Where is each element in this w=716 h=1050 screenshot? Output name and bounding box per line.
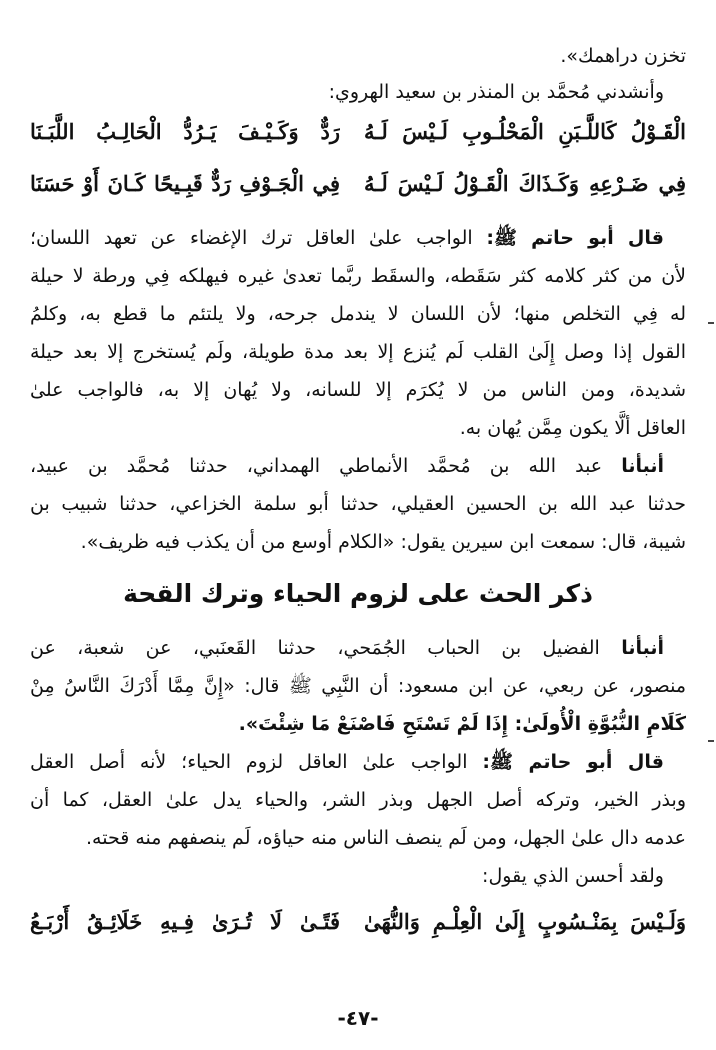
paragraph-lead: أنبأنا <box>621 455 664 477</box>
page-number: -٤٧- <box>337 1006 379 1030</box>
text-line-12: شيبة، قال: سمعت ابن سيرين يقول: «الكلام أوسع من أن يكذب فيه ظريف». <box>80 531 686 553</box>
text-line-17: وبذر الخير، وتركه أصل الجهل وبذر الشر، والحياء يدل علىٰ العقل، كما أن <box>30 789 686 811</box>
verse-2 <box>30 162 686 206</box>
text-line-4 <box>30 220 686 256</box>
text-line-16 <box>30 744 686 780</box>
verse-1-second-hemistich: رَدٌّ وَكَـيْـفَ يَـرُدُّ الْحَالِـبُ اللَّبَـنَا <box>30 119 340 144</box>
verse-2-first-hemistich: فِي ضَـرْعِهِ وَكَـذَاكَ الْقَـوْلُ لَـيْسَ لَـهُ <box>364 171 686 196</box>
document-page <box>30 28 686 1028</box>
verse-1-first-hemistich: الْقَـوْلُ كَاللَّـبَنِ الْمَحْلُـوبِ لَـيْسَ لَـهُ <box>364 119 686 144</box>
text-line-19: ولقد أحسن الذي يقول: <box>482 865 664 887</box>
text-line-11: حدثنا عبد الله بن الحسين العقيلي، حدثنا أبو سلمة الخزاعي، حدثنا شبيب بن <box>30 493 686 515</box>
paragraph-lead: أنبأنا <box>621 637 664 659</box>
paragraph-lead: قال أبو حاتم ﷺ: <box>482 751 664 773</box>
verse-3 <box>30 900 686 944</box>
text-line-9: العاقل ألَّا يكون مِمَّن يُهان به. <box>459 417 686 439</box>
text-line-10-body: عبد الله بن مُحمَّد الأنماطي الهمداني، حدثنا مُحمَّد بن عبيد، <box>30 455 603 477</box>
text-line-16-body: الواجب علىٰ العاقل لزوم الحياء؛ لأنه أصل العقل <box>30 751 468 773</box>
verse-2-second-hemistich: فِي الْجَـوْفِ رَدٌّ قَبِـيحًا كَـانَ أَوْ حَسَنَا <box>30 171 340 196</box>
verse-3-second-hemistich: فَتًـىٰ لَا تُـرَىٰ فِـيهِ خَلَائِـقُ أَرْبَـعُ <box>30 909 340 934</box>
margin-mark <box>708 740 714 742</box>
section-heading: ذكر الحث على لزوم الحياء وترك القحة <box>123 579 593 608</box>
text-line-10 <box>30 448 686 484</box>
text-line-7: القول إذا وصل إِلَىٰ القلب لَم يُنزع إلا بعد مدة طويلة، ولَم يُستخرج إلا بعد حيلة <box>30 341 686 363</box>
verse-3-first-hemistich: وَلَـيْسَ بِمَنْـسُوبٍ إِلَىٰ الْعِلْـمِ وَالنُّهَىٰ <box>364 909 686 934</box>
text-line-5: لأن من كثر كلامه كثر سَقَطه، والسقَط ربَّما تعدىٰ غيره فيهلكه فِي ورطة لا حيلة <box>30 265 686 287</box>
verse-1 <box>30 110 686 154</box>
text-line-13 <box>30 630 686 666</box>
margin-mark <box>708 322 714 324</box>
text-line-18: عدمه دال علىٰ الجهل، ومن لَم ينصف الناس منه حياؤه، لَم ينصفهم منه قحته. <box>86 827 686 849</box>
text-line-15: كَلَامِ النُّبُوَّةِ الْأُولَىٰ: إِذَا لَمْ تَسْتَحِ فَاصْنَعْ مَا شِئْتَ». <box>238 713 686 735</box>
text-line-8: شديدة، ومن الناس من لا يُكرَم إلا للسانه، ولا يُهان إلا به، فالواجب علىٰ <box>30 379 686 401</box>
text-line-13-body: الفضيل بن الحباب الجُمَحي، حدثنا القَعنَبي، عن شعبة، عن <box>30 637 600 659</box>
paragraph-lead: قال أبو حاتم ﷺ: <box>486 227 664 249</box>
text-line-1: تخزن دراهمك». <box>560 45 686 67</box>
text-line-2: وأنشدني مُحمَّد بن المنذر بن سعيد الهروي: <box>328 81 664 103</box>
text-line-4-body: الواجب علىٰ العاقل ترك الإغضاء عن تعهد اللسان؛ <box>30 227 473 249</box>
text-line-14: منصور، عن ربعي، عن ابن مسعود: أن النَّبِي ﷺ قال: «إِنَّ مِمَّا أَدْرَكَ النَّاسُ مِنْ <box>30 675 686 697</box>
text-line-6: له فِي التخلص منها؛ لأن اللسان لا يندمل جرحه، ولا يلتئم ما قطع به، وكلمُ <box>30 303 686 325</box>
